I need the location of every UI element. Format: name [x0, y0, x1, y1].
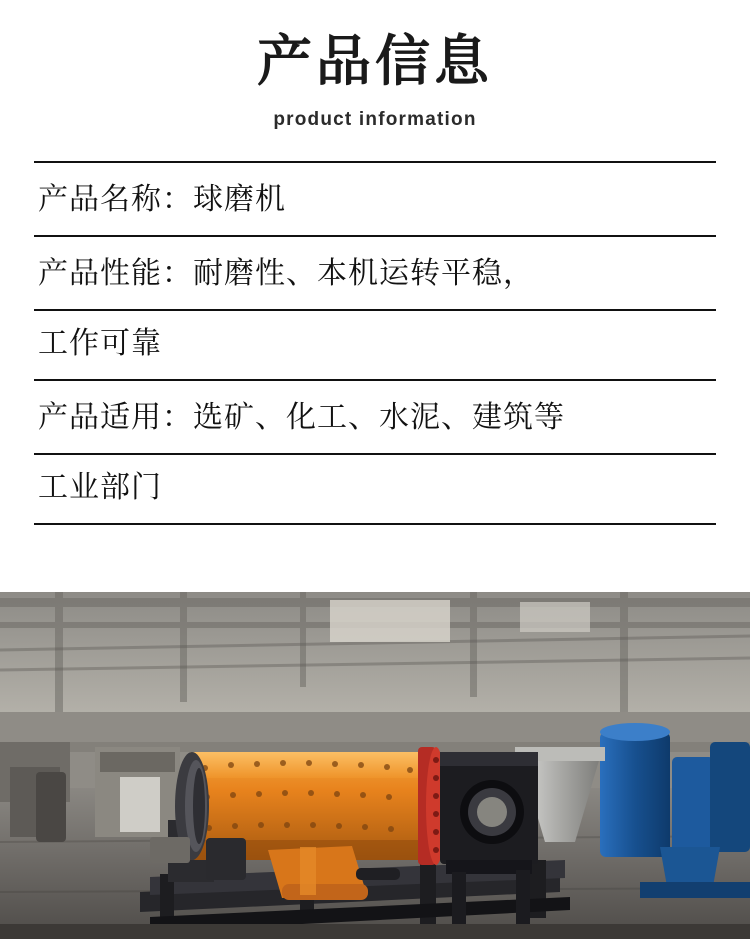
- spec-row-product-name: [0, 161, 750, 235]
- spec-list: [0, 161, 750, 525]
- divider: [34, 523, 716, 525]
- spec-product-name: 产品名称：球磨机: [38, 182, 286, 218]
- spec-performance: 产品性能：耐磨性、本机运转平稳，: [38, 256, 534, 292]
- page-header: [0, 0, 750, 131]
- spec-row-application: [0, 379, 750, 525]
- page-title: 产品信息: [256, 29, 493, 93]
- spec-application-continued: 工业部门: [38, 470, 162, 506]
- spec-row-performance: [0, 235, 750, 379]
- ball-mill-machine-photo: [0, 592, 750, 939]
- page-subtitle: product information: [273, 109, 477, 131]
- spec-performance-continued: 工作可靠: [38, 326, 162, 362]
- spec-application: 产品适用：选矿、化工、水泥、建筑等: [38, 400, 565, 436]
